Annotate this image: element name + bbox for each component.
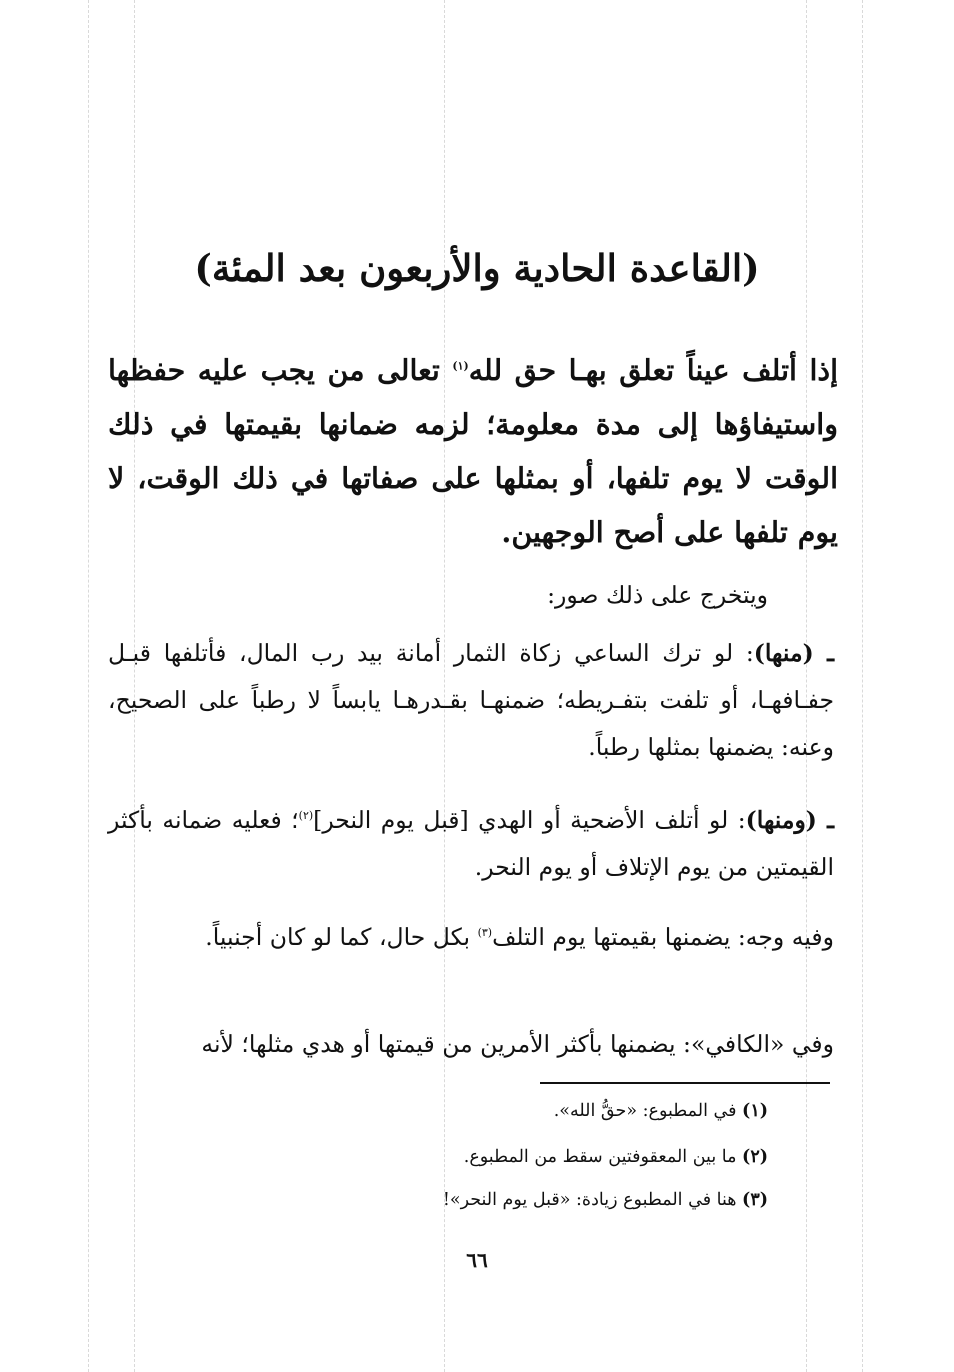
footnote-number: (٣) — [742, 1190, 768, 1210]
paragraph-case-2 — [108, 797, 834, 891]
page-title: (القاعدة الحادية والأربعون بعد المئة) — [194, 246, 760, 290]
paragraph-text-end: بكل حال، كما لو كان أجنبياً. — [205, 923, 478, 951]
case-text-end: ؛ فعليه ضمانه بأكثر القيمتين من يوم الإتلاف أو يوم النحر. — [108, 806, 834, 881]
footnote-ref-1: (١) — [452, 359, 469, 373]
footnote-2 — [300, 1143, 768, 1171]
rule-text-start: إذا أتلف عيناً تعلق بهـا حق لله — [468, 353, 838, 387]
footnote-ref-2: (٢) — [298, 809, 314, 823]
case-label: ـ (منها) — [753, 639, 834, 667]
footnote-1 — [300, 1097, 768, 1125]
paragraph-text-start: وفيه وجه: يضمنها بقيمتها يوم التلف — [492, 923, 834, 951]
footnote-number: (١) — [742, 1101, 768, 1121]
case-text: : لو ترك الساعي زكاة الثمار أمانة بيد رب المال، فأتلفها قبـل جفـافهـا، أو تلفت بتفـريطه؛ ضمنهـا بقـدرهـا يابساً لا رطباً على الصحيح، وعنه: يضمنها بمثلها رطباً. — [108, 639, 834, 761]
footnote-ref-3: (٣) — [477, 926, 493, 940]
paragraph-alternative-view — [108, 914, 834, 961]
footnote-text: في المطبوع: «حقُّ الله». — [553, 1101, 743, 1121]
footnote-text: هنا في المطبوع زيادة: «قبل يوم النحر»! — [442, 1190, 743, 1210]
paragraph-case-1 — [108, 630, 834, 771]
scan-guide-line — [862, 0, 863, 1372]
footnote-number: (٢) — [742, 1147, 768, 1167]
rule-text-end: تعالى من يجب عليه حفظها واستيفاؤها إلى مدة معلومة؛ لزمه ضمانها بقيمتها في ذلك الوقت لا يوم تلفها، أو بمثلها على صفاتها في ذلك الوقت، لا يوم تلفها على أصح الوجهين. — [108, 353, 838, 549]
scan-guide-line — [88, 0, 89, 1372]
footnote-text: ما بين المعقوفتين سقط من المطبوع. — [463, 1147, 743, 1167]
footnote-3 — [300, 1186, 768, 1214]
page-number: ٦٦ — [466, 1248, 488, 1272]
case-text-start: : لو أتلف الأضحية أو الهدي [قبل يوم النحر] — [313, 806, 746, 834]
rule-statement — [108, 343, 838, 559]
footnote-separator — [540, 1082, 830, 1084]
intro-line: ويتخرج على ذلك صور: — [547, 581, 768, 609]
case-label: ـ (ومنها) — [745, 806, 834, 834]
paragraph-kafi: وفي «الكافي»: يضمنها بأكثر الأمرين من قيمتها أو هدي مثلها؛ لأنه — [201, 1030, 834, 1058]
